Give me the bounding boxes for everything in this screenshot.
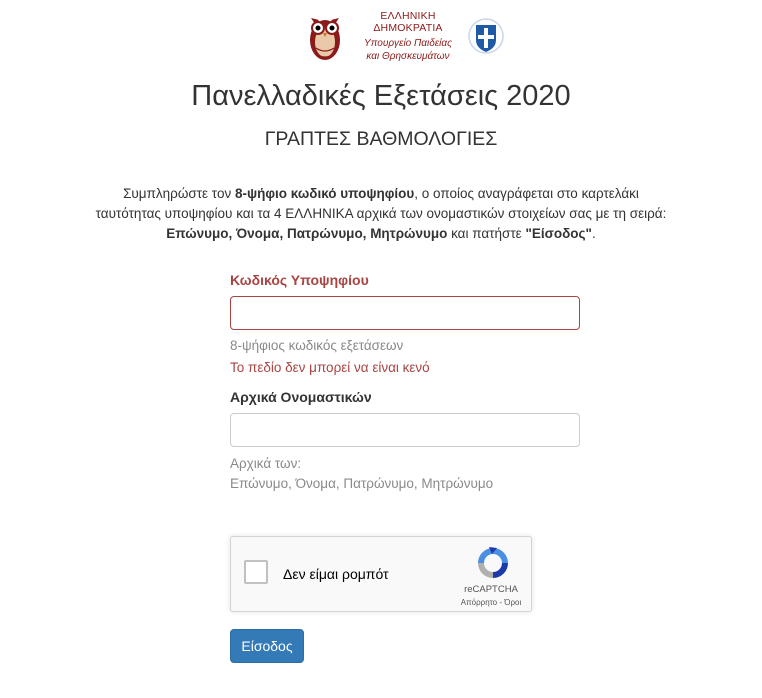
ministry-name: [348, 10, 468, 63]
recaptcha-icon: [475, 545, 511, 581]
instr-part4: και πατήστε: [447, 226, 526, 241]
ministry-line3: και Θρησκευμάτων: [366, 51, 450, 62]
initials-help-line2: Επώνυμο, Όνομα, Πατρώνυμο, Μητρώνυμο: [230, 476, 494, 491]
instr-part5: .: [591, 226, 596, 241]
instructions-text: [0, 184, 762, 244]
candidate-code-input[interactable]: [230, 296, 580, 330]
initials-help-line1: Αρχικά των:: [230, 456, 302, 471]
initials-input[interactable]: [230, 413, 580, 447]
candidate-code-error: Το πεδίο δεν μπορεί να είναι κενό: [230, 360, 430, 375]
page-subtitle: ΓΡΑΠΤΕΣ ΒΑΘΜΟΛΟΓΙΕΣ: [264, 128, 498, 150]
submit-button[interactable]: Είσοδος: [230, 629, 304, 663]
greek-emblem-icon: [468, 16, 504, 56]
instr-bold-code: 8-ψήφιο κωδικό υποψηφίου: [234, 186, 415, 201]
instr-part3: ταυτότητας υποψηφίου και τα 4 ΕΛΛΗΝΙΚΑ αρχικά των ονομαστικών στοιχείων σας με τη σειρά:: [95, 206, 667, 221]
login-form: [230, 272, 580, 494]
instr-part1: Συμπληρώστε τον: [123, 186, 235, 201]
recaptcha-terms-link[interactable]: Απόρρητο - Όροι: [460, 598, 522, 607]
owl-icon: [302, 8, 348, 64]
instr-bold-names: Επώνυμο, Όνομα, Πατρώνυμο, Μητρώνυμο: [166, 226, 448, 241]
recaptcha-checkbox[interactable]: [244, 560, 268, 584]
page-title: Πανελλαδικές Εξετάσεις 2020: [191, 80, 571, 112]
ministry-line1: ΕΛΛΗΝΙΚΗ ΔΗΜΟΚΡΑΤΙΑ: [373, 10, 443, 34]
recaptcha-widget: [230, 536, 532, 612]
recaptcha-brand: reCAPTCHA: [464, 584, 518, 595]
candidate-code-help: 8-ψήφιος κωδικός εξετάσεων: [230, 338, 404, 353]
instr-part2: , ο οποίος αναγράφεται στο καρτελάκι: [414, 186, 639, 201]
instr-bold-submit: "Είσοδος": [525, 226, 592, 241]
candidate-code-label: Κωδικός Υποψηφίου: [230, 272, 369, 288]
initials-label: Αρχικά Ονομαστικών: [230, 389, 372, 405]
initials-help: [230, 454, 580, 494]
ministry-logo: [302, 6, 508, 64]
recaptcha-label: Δεν είμαι ρομπότ: [283, 566, 389, 582]
ministry-line2: Υπουργείο Παιδείας: [364, 38, 452, 49]
